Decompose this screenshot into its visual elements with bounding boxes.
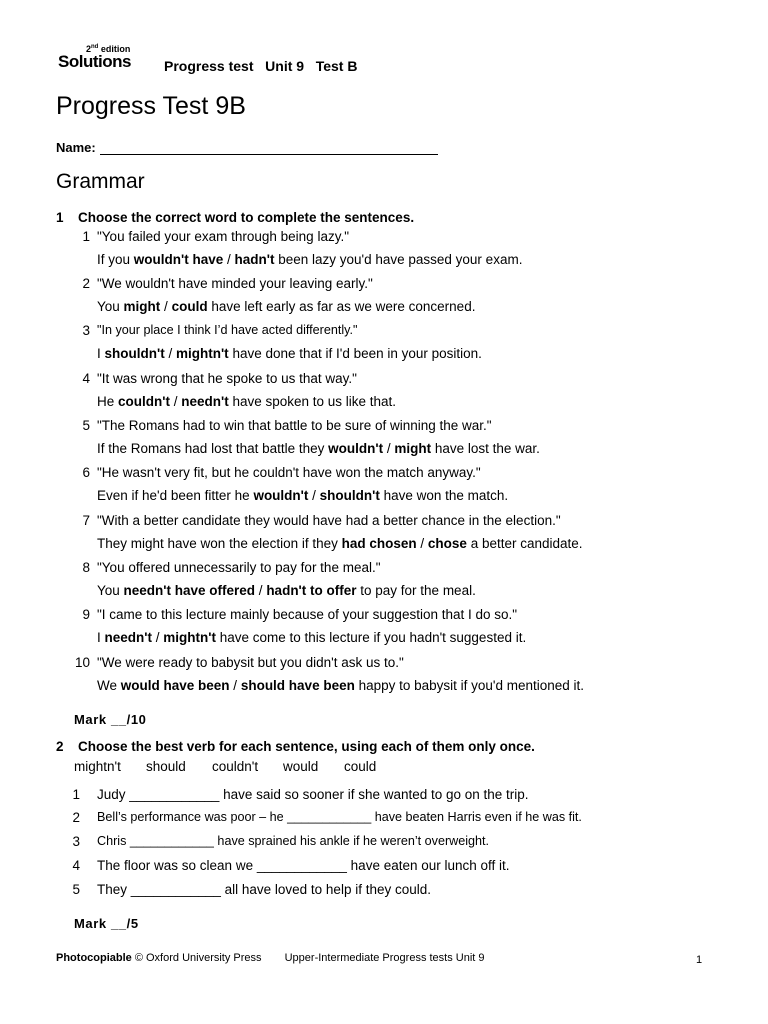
original-sentence: "We wouldn't have minded your leaving early.": [97, 276, 373, 291]
choice-separator: /: [223, 252, 235, 267]
gap-sentence: Bell’s performance was poor – he ____________ have beaten Harris even if he was fit.: [97, 810, 582, 824]
item-number: 3: [72, 834, 80, 849]
transformed-sentence: [97, 583, 476, 598]
choice-separator: /: [416, 536, 428, 551]
name-blank-line: [100, 140, 438, 155]
task1-number: 1: [56, 210, 64, 225]
brand-name: Solutions: [58, 52, 131, 71]
choice-option: had chosen: [341, 536, 417, 551]
item-number: 1: [72, 787, 80, 802]
choice-option: should have been: [240, 678, 355, 693]
choice-separator: /: [383, 441, 395, 456]
edition-label: 2nd edition: [86, 44, 131, 54]
item-number: 10: [74, 655, 90, 670]
verb-option: mightn't: [74, 759, 121, 774]
choice-option: wouldn't have: [133, 252, 224, 267]
choice-separator: /: [160, 299, 172, 314]
page-title: Progress Test 9B: [56, 92, 246, 120]
gap-sentence: They ____________ all have loved to help if they could.: [97, 882, 431, 897]
task1-mark: Mark __/10: [74, 712, 147, 727]
transformed-sentence: [97, 488, 508, 503]
page-footer: [56, 952, 485, 964]
item-number: 1: [82, 229, 90, 244]
choice-option: shouldn't: [319, 488, 380, 503]
choice-option: shouldn't: [104, 346, 165, 361]
transformed-sentence: [97, 630, 526, 645]
verb-option: would: [283, 759, 319, 774]
sentence-end: a better candidate.: [466, 536, 583, 551]
original-sentence: "I came to this lecture mainly because of your suggestion that I do so.": [97, 607, 518, 622]
original-sentence: "You failed your exam through being lazy.": [97, 229, 349, 244]
choice-option: couldn't: [118, 394, 170, 409]
original-sentence: "It was wrong that he spoke to us that way.": [97, 371, 357, 386]
item-number: 3: [82, 323, 90, 338]
original-sentence: "He wasn't very fit, but he couldn't have won the match anyway.": [97, 465, 481, 480]
choice-option: might: [394, 441, 432, 456]
solutions-logo: [58, 44, 140, 74]
sentence-start: He: [97, 394, 119, 409]
sentence-start: Even if he'd been fitter he: [97, 488, 254, 503]
sentence-start: If the Romans had lost that battle they: [97, 441, 329, 456]
sentence-start: If you: [97, 252, 134, 267]
item-number: 9: [82, 607, 90, 622]
sentence-start: They might have won the election if they: [97, 536, 342, 551]
transformed-sentence: [97, 252, 522, 267]
choice-option: chose: [427, 536, 467, 551]
transformed-sentence: [97, 678, 584, 693]
choice-separator: /: [308, 488, 320, 503]
transformed-sentence: [97, 441, 540, 456]
sentence-start: We: [97, 678, 121, 693]
choice-separator: /: [229, 678, 241, 693]
transformed-sentence: [97, 299, 475, 314]
publisher-credit: © Oxford University Press: [134, 952, 262, 964]
sentence-end: happy to babysit if you'd mentioned it.: [354, 678, 585, 693]
item-number: 2: [72, 810, 80, 825]
item-number: 4: [82, 371, 90, 386]
transformed-sentence: [97, 536, 583, 551]
sentence-end: been lazy you'd have passed your exam.: [274, 252, 523, 267]
choice-separator: /: [169, 394, 182, 409]
sentence-end: have lost the war.: [431, 441, 540, 456]
original-sentence: "You offered unnecessarily to pay for the meal.": [97, 560, 381, 575]
gap-sentence: Chris ____________ have sprained his ankle if he weren’t overweight.: [97, 834, 490, 848]
choice-option: needn't: [104, 630, 152, 645]
choice-separator: /: [255, 583, 267, 598]
choice-option: needn't have offered: [123, 583, 256, 598]
choice-option: mightn't: [163, 630, 216, 645]
item-number: 8: [82, 560, 90, 575]
choice-separator: /: [151, 630, 164, 645]
page-number: 1: [696, 954, 703, 966]
original-sentence: "We were ready to babysit but you didn't ask us to.": [97, 655, 404, 670]
sentence-start: You: [97, 299, 124, 314]
task2-mark: Mark __/5: [74, 916, 139, 931]
name-label: Name:: [56, 140, 96, 155]
original-sentence: "With a better candidate they would have had a better chance in the election.": [97, 513, 561, 528]
original-sentence: "The Romans had to win that battle to be sure of winning the war.": [97, 418, 492, 433]
page-header: [58, 44, 758, 76]
choice-option: might: [123, 299, 161, 314]
choice-separator: /: [164, 346, 176, 361]
sentence-start: I: [97, 630, 105, 645]
choice-option: wouldn't: [253, 488, 309, 503]
choice-option: wouldn't: [328, 441, 384, 456]
item-number: 4: [72, 858, 80, 873]
item-number: 5: [82, 418, 90, 433]
verb-option: could: [344, 759, 377, 774]
item-number: 5: [72, 882, 80, 897]
choice-option: hadn't: [234, 252, 275, 267]
sentence-end: have spoken to us like that.: [228, 394, 397, 409]
header-title: Progress test Unit 9 Test B: [164, 58, 358, 74]
item-number: 7: [82, 513, 90, 528]
task2-number: 2: [56, 739, 64, 754]
sentence-end: to pay for the meal.: [356, 583, 476, 598]
choice-option: hadn't to offer: [266, 583, 357, 598]
choice-option: mightn't: [175, 346, 229, 361]
verb-option: should: [146, 759, 186, 774]
choice-option: could: [171, 299, 208, 314]
course-label: Upper-Intermediate Progress tests Unit 9: [284, 952, 485, 964]
task2-heading: [56, 739, 535, 754]
transformed-sentence: [97, 346, 482, 361]
item-number: 6: [82, 465, 90, 480]
sentence-start: You: [97, 583, 124, 598]
sentence-end: have done that if I'd been in your position.: [228, 346, 482, 361]
choice-option: needn't: [181, 394, 229, 409]
task2-instruction: Choose the best verb for each sentence, using each of them only once.: [78, 739, 535, 754]
section-heading: Grammar: [56, 170, 145, 193]
original-sentence: "In your place I think I’d have acted differently.": [97, 323, 358, 337]
name-field: [56, 140, 438, 155]
sentence-start: I: [97, 346, 105, 361]
choice-option: would have been: [120, 678, 230, 693]
verb-options: [74, 759, 376, 774]
gap-sentence: Judy ____________ have said so sooner if she wanted to go on the trip.: [97, 787, 529, 802]
item-number: 2: [82, 276, 90, 291]
task1-instruction: Choose the correct word to complete the sentences.: [78, 210, 415, 225]
sentence-end: have won the match.: [379, 488, 509, 503]
task1-heading: [56, 210, 414, 225]
photocopiable-label: Photocopiable: [56, 952, 132, 964]
sentence-end: have left early as far as we were concerned.: [207, 299, 476, 314]
transformed-sentence: [97, 394, 396, 409]
gap-sentence: The floor was so clean we ____________ have eaten our lunch off it.: [97, 858, 510, 873]
verb-option: couldn't: [212, 759, 259, 774]
sentence-end: have come to this lecture if you hadn't suggested it.: [215, 630, 527, 645]
